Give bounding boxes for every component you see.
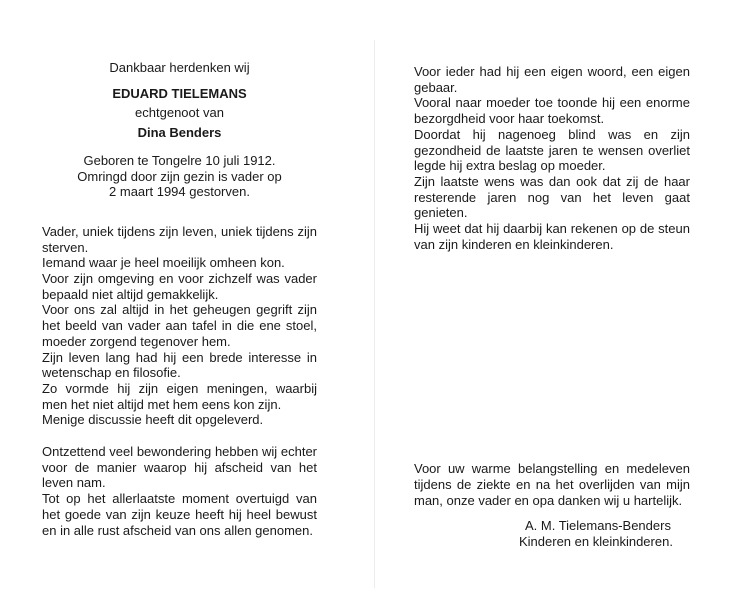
signature-name: A. M. Tielemans-Benders [525, 518, 671, 533]
signature-block [519, 518, 673, 550]
thanks-text: Voor uw warme belangstelling en medeleven tijdens de ziekte en na het overlijden van mijn man, onze vader en opa danken wij u hartelijk. [414, 461, 690, 508]
memorial-card [14, 40, 726, 588]
right-column [414, 64, 690, 509]
paragraph: Zo vormde hij zijn eigen meningen, waarbij men het niet altijd met hem eens kon zijn. [42, 380, 317, 412]
paragraph: Vooral naar moeder toe toonde hij een enorme bezorgdheid voor haar toekomst. [414, 95, 690, 127]
paragraph: Iemand waar je heel moeilijk omheen kon. [42, 255, 285, 271]
deceased-name: EDUARD TIELEMANS [112, 85, 247, 101]
paragraph: Doordat hij nagenoeg blind was en zijn gezondheid de laatste jaren te wensen overliet legde hij extra beslag op moeder. [414, 126, 690, 174]
paragraph: Voor ieder had hij een eigen woord, een eigen gebaar. [414, 64, 690, 95]
spouse-name: Dina Benders [137, 125, 222, 141]
paragraph: Ontzettend veel bewondering hebben wij echter voor de manier waarop hij afscheid van het leven nam. [42, 444, 317, 491]
tribute-text [42, 224, 317, 428]
farewell-text [42, 444, 317, 538]
paragraph: Hij weet dat hij daarbij kan rekenen op de steun van zijn kinderen en kleinkinderen. [414, 221, 690, 252]
signature-family: Kinderen en kleinkinderen. [519, 534, 673, 549]
paragraph: Menige discussie heeft dit opgeleverd. [42, 412, 264, 428]
left-column [42, 60, 317, 538]
death-text-1: Omringd door zijn gezin is vader op [77, 168, 282, 184]
paragraph: Zijn laatste wens was dan ook dat zij de haar resterende jaren nog van het leven gaat genieten. [414, 173, 690, 221]
fold-line [374, 40, 375, 588]
paragraph: Voor ons zal altijd in het geheugen gegrift zijn het beeld van vader aan tafel in die ene stoel, moeder zorgend tegenover hem. [42, 302, 317, 349]
intro-text: Dankbaar herdenken wij [109, 60, 250, 75]
birth-text: Geboren te Tongelre 10 juli 1912. [83, 152, 276, 168]
death-text-2: 2 maart 1994 gestorven. [109, 184, 250, 200]
relation-text: echtgenoot van [135, 105, 224, 121]
paragraph: Zijn leven lang had hij een brede interesse in wetenschap en filosofie. [42, 349, 317, 381]
paragraph: Voor zijn omgeving en voor zichzelf was vader bepaald niet altijd gemakkelijk. [42, 271, 317, 302]
paragraph: Vader, uniek tijdens zijn leven, uniek tijdens zijn sterven. [42, 223, 317, 255]
paragraph: Tot op het allerlaatste moment overtuigd van het goede van zijn keuze heeft hij heel bewust en in alle rust afscheid van ons allen genomen. [42, 491, 317, 538]
